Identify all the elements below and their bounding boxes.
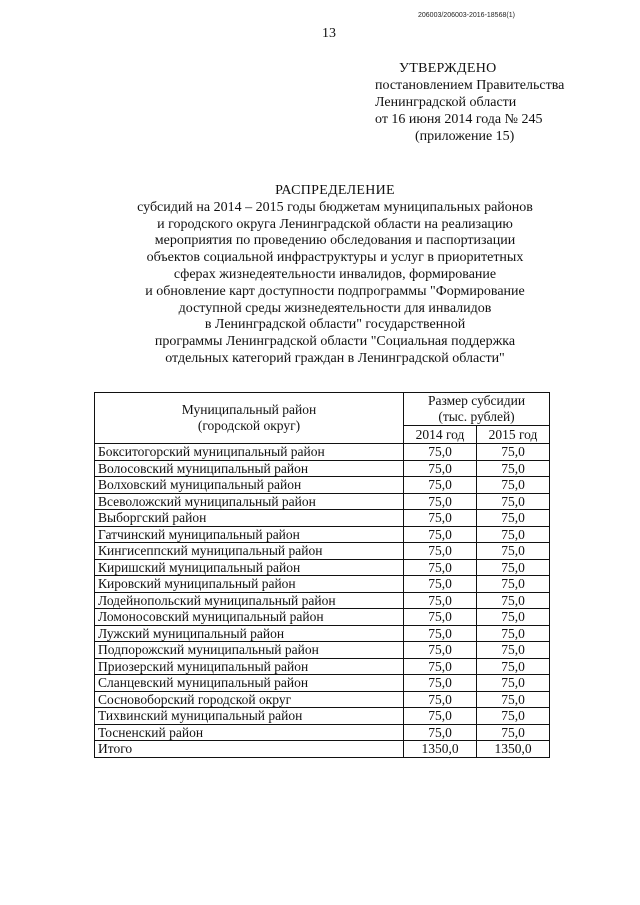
district-name-cell: Сосновоборский городской округ: [95, 691, 404, 708]
heading-line: в Ленинградской области" государственной: [204, 317, 466, 333]
heading-line: программы Ленинградской области "Социальная поддержка: [154, 334, 516, 350]
value-2015-cell: 75,0: [477, 510, 550, 527]
approved-label: УТВЕРЖДЕНО: [399, 61, 497, 76]
approval-stamp: [375, 60, 595, 145]
district-name-cell: Волховский муниципальный район: [95, 477, 404, 494]
district-name-cell: Кировский муниципальный район: [95, 576, 404, 593]
value-2014-cell: 75,0: [404, 609, 477, 626]
district-name-cell: Тихвинский муниципальный район: [95, 708, 404, 725]
value-2014-cell: 75,0: [404, 526, 477, 543]
page-number: 13: [322, 26, 336, 41]
heading-line: субсидий на 2014 – 2015 годы бюджетам муниципальных районов: [137, 199, 533, 215]
value-2014-cell: 75,0: [404, 724, 477, 741]
value-2015-cell: 75,0: [477, 460, 550, 477]
table-row: [95, 477, 550, 494]
value-2015-cell: 75,0: [477, 576, 550, 593]
value-2014-cell: 75,0: [404, 576, 477, 593]
district-name-cell: Итого: [95, 741, 404, 758]
value-2015-cell: 75,0: [477, 444, 550, 461]
table-row: [95, 592, 550, 609]
heading-line: доступной среды жизнедеятельности для инвалидов: [178, 300, 492, 316]
value-2014-cell: 75,0: [404, 460, 477, 477]
district-name-cell: Бокситогорский муниципальный район: [95, 444, 404, 461]
district-name-cell: Лужский муниципальный район: [95, 625, 404, 642]
table-row: [95, 493, 550, 510]
value-2014-cell: 75,0: [404, 675, 477, 692]
approval-line: Ленинградской области: [375, 95, 517, 110]
subsidy-table: [94, 392, 550, 758]
value-2015-cell: 75,0: [477, 724, 550, 741]
table-row: [95, 543, 550, 560]
value-2014-cell: 75,0: [404, 510, 477, 527]
value-2015-cell: 75,0: [477, 658, 550, 675]
table-row: [95, 708, 550, 725]
total-row: [95, 741, 550, 758]
district-name-cell: Всеволожский муниципальный район: [95, 493, 404, 510]
table-row: [95, 642, 550, 659]
value-2014-cell: 75,0: [404, 543, 477, 560]
district-name-cell: Выборгский район: [95, 510, 404, 527]
heading-line: объектов социальной инфраструктуры и услуг в приоритетных: [146, 250, 524, 266]
value-2015-cell: 75,0: [477, 609, 550, 626]
value-2015-cell: 75,0: [477, 559, 550, 576]
value-2014-cell: 75,0: [404, 625, 477, 642]
value-2015-cell: 75,0: [477, 691, 550, 708]
district-name-cell: Кингисеппский муниципальный район: [95, 543, 404, 560]
value-2014-cell: 75,0: [404, 444, 477, 461]
value-2014-cell: 75,0: [404, 708, 477, 725]
value-2015-cell: 75,0: [477, 642, 550, 659]
year-2015-header: 2015 год: [477, 426, 550, 444]
heading-line: сферах жизнедеятельности инвалидов, формирование: [173, 266, 497, 282]
table-row: [95, 526, 550, 543]
document-heading: [120, 183, 550, 368]
value-2015-cell: 1350,0: [477, 741, 550, 758]
value-2014-cell: 1350,0: [404, 741, 477, 758]
value-2015-cell: 75,0: [477, 543, 550, 560]
heading-line: и городского округа Ленинградской области на реализацию: [157, 216, 513, 232]
appendix-label: (приложение 15): [415, 129, 515, 144]
district-name-cell: Тосненский район: [95, 724, 404, 741]
heading-line: отдельных категорий граждан в Ленинградской области": [165, 350, 505, 366]
table-row: [95, 444, 550, 461]
value-2014-cell: 75,0: [404, 642, 477, 659]
value-2014-cell: 75,0: [404, 691, 477, 708]
value-2015-cell: 75,0: [477, 526, 550, 543]
value-2015-cell: 75,0: [477, 625, 550, 642]
table-row: [95, 675, 550, 692]
value-2014-cell: 75,0: [404, 559, 477, 576]
value-2014-cell: 75,0: [404, 493, 477, 510]
table-row: [95, 559, 550, 576]
table-row: [95, 625, 550, 642]
value-2015-cell: 75,0: [477, 493, 550, 510]
value-2015-cell: 75,0: [477, 592, 550, 609]
value-2015-cell: 75,0: [477, 477, 550, 494]
value-2015-cell: 75,0: [477, 675, 550, 692]
table-row: [95, 510, 550, 527]
heading-line: мероприятия по проведению обследования и паспортизации: [154, 233, 516, 249]
district-column-header: Муниципальный район (городской округ): [95, 393, 404, 444]
table-row: [95, 460, 550, 477]
district-name-cell: Гатчинский муниципальный район: [95, 526, 404, 543]
district-name-cell: Лодейнопольский муниципальный район: [95, 592, 404, 609]
district-name-cell: Сланцевский муниципальный район: [95, 675, 404, 692]
value-2014-cell: 75,0: [404, 477, 477, 494]
heading-title: РАСПРЕДЕЛЕНИЕ: [275, 183, 395, 198]
year-2014-header: 2014 год: [404, 426, 477, 444]
table-row: [95, 724, 550, 741]
district-name-cell: Ломоносовский муниципальный район: [95, 609, 404, 626]
table-row: [95, 609, 550, 626]
table-row: [95, 691, 550, 708]
approval-line: от 16 июня 2014 года № 245: [375, 112, 543, 127]
value-2015-cell: 75,0: [477, 708, 550, 725]
heading-line: и обновление карт доступности подпрограммы "Формирование: [145, 283, 525, 299]
district-name-cell: Киришский муниципальный район: [95, 559, 404, 576]
document-id: 206003/206003-2016-18568(1): [418, 12, 515, 19]
district-name-cell: Приозерский муниципальный район: [95, 658, 404, 675]
district-name-cell: Волосовский муниципальный район: [95, 460, 404, 477]
table-row: [95, 658, 550, 675]
value-2014-cell: 75,0: [404, 592, 477, 609]
table-row: [95, 576, 550, 593]
approval-line: постановлением Правительства: [375, 78, 565, 93]
value-2014-cell: 75,0: [404, 658, 477, 675]
subsidy-column-header: Размер субсидии (тыс. рублей): [404, 393, 550, 426]
district-name-cell: Подпорожский муниципальный район: [95, 642, 404, 659]
